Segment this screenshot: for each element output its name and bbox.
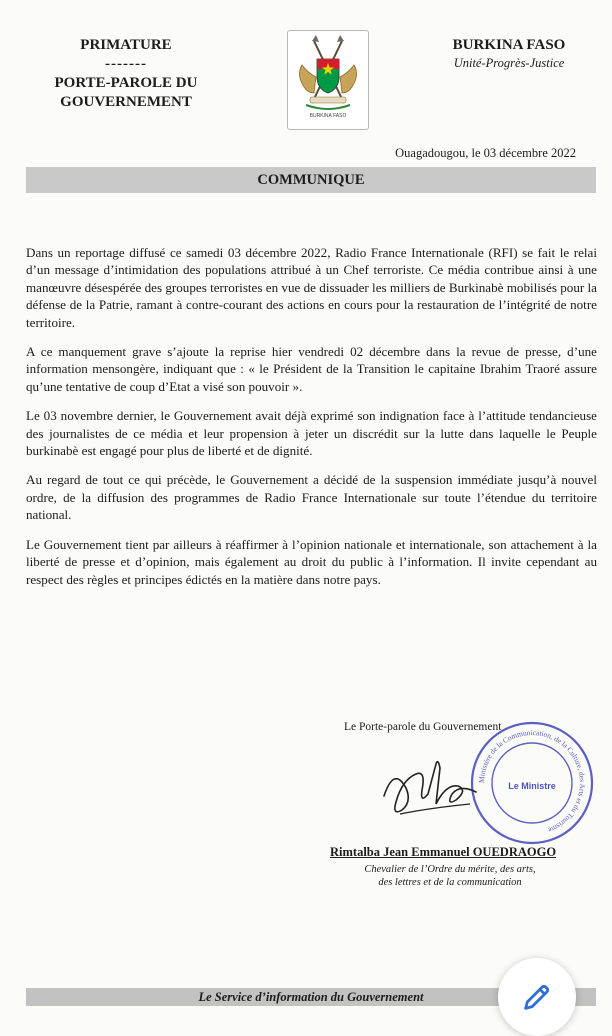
country-name: BURKINA FASO [452, 37, 566, 53]
handwritten-signature [376, 744, 486, 824]
header-right [424, 36, 594, 72]
header-separator: ------- [105, 56, 147, 72]
burkina-coat-of-arms-icon [287, 30, 369, 130]
paragraph: Au regard de tout ce qui précède, le Gouvernement a décidé de la suspension immédiate jusqu’à nouvel ordre, de la diffusion des programmes de Radio France Internationale sur toute l’étendue du territoire national. [26, 472, 597, 523]
communique-title: COMMUNIQUE [257, 172, 365, 188]
distinction-line: Chevalier de l’Ordre du mérite, des arts, [364, 864, 536, 875]
communique-body [26, 244, 597, 600]
primature-label: PRIMATURE [80, 37, 172, 53]
national-motto: Unité-Progrès-Justice [453, 56, 565, 70]
signatory-title: Le Porte-parole du Gouvernement [344, 721, 502, 733]
dateline: Ouagadougou, le 03 décembre 2022 [395, 146, 576, 160]
signatory-name: Rimtalba Jean Emmanuel OUEDRAOGO [330, 845, 557, 859]
svg-text:BURKINA FASO: BURKINA FASO [309, 113, 347, 119]
office-label-line2: GOUVERNEMENT [60, 94, 192, 110]
stamp-ring-text: Ministère de la Communication, de la Culture, des Arts et du Tourisme [476, 727, 588, 835]
footer-text: Le Service d’information du Gouvernement [198, 990, 424, 1004]
pencil-icon [520, 980, 554, 1014]
paragraph: A ce manquement grave s’ajoute la reprise hier vendredi 02 décembre dans la revue de presse, d’une information mensongère, indiquant que : « le Président de la Transition le capitaine Ibrahim Traoré assure qu’une tentative de coup d’Etat a visé son pouvoir ». [26, 344, 597, 394]
paragraph: Le 03 novembre dernier, le Gouvernement avait déjà exprimé son indignation face à l’attitude tendancieuse des journalistes de ce média et leur propension à jeter un discrédit sur la lutte dans laquelle le Peuple burkinabè est engagé pour plus de liberté et de dignité. [26, 408, 597, 459]
stamp-center-text: Le Ministre [508, 781, 556, 791]
paragraph: Dans un reportage diffusé ce samedi 03 décembre 2022, Radio France Internationale (RFI) se fait le relai d’un message d’intimidation des populations attribué à un Chef terroriste. Ce média contribue ainsi à une manœuvre désespérée des groupes terroristes en vue de dissuader les milliers de Burkinabè mobilisés pour la défense de la Patrie, ramant à contre-courant des actions en cours pour la restauration de l’intégrité de notre territoire. [26, 245, 597, 330]
distinction-line: des lettres et de la communication [378, 877, 522, 888]
office-label-line1: PORTE-PAROLE DU [54, 75, 198, 91]
ministry-stamp [468, 719, 596, 847]
header-left [26, 36, 226, 112]
signatory-distinction [345, 863, 555, 889]
edit-button[interactable] [498, 958, 576, 1036]
communique-banner [26, 167, 596, 193]
paragraph: Le Gouvernement tient par ailleurs à réaffirmer à l’opinion nationale et internationale, son attachement à la liberté de presse et d’opinion, mais également au droit du public à l’information. Il invite cependant au respect des règles et principes édictés en la matière dans notre pays. [26, 536, 597, 587]
